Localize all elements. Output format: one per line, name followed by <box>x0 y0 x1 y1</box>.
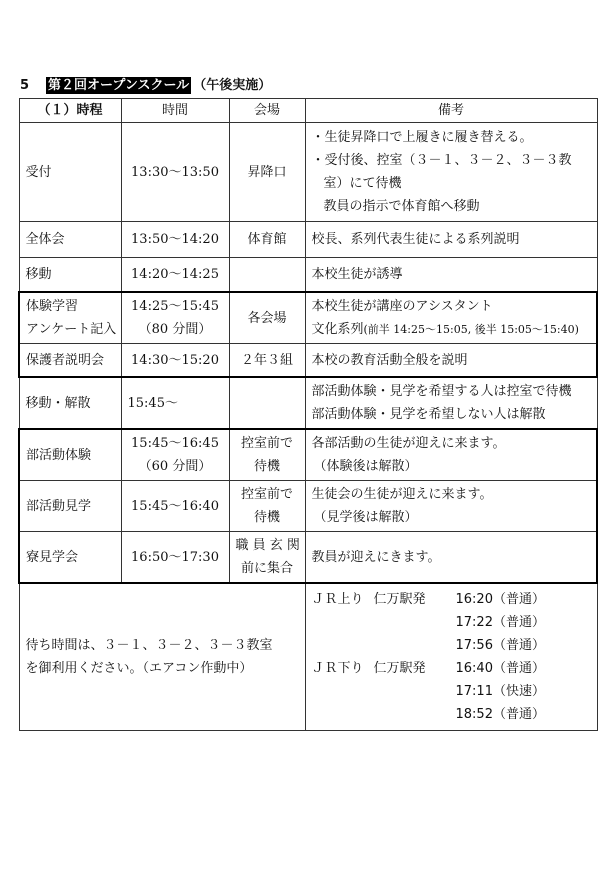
train-station: 仁万駅発 <box>373 592 426 607</box>
note-line <box>312 318 591 341</box>
row-time: 15:45〜 <box>121 377 229 429</box>
row-notes: 教員が迎えにきます。 <box>305 532 597 584</box>
row-time-line2: （60 分間） <box>138 459 212 474</box>
section-title <box>20 76 271 96</box>
train-time: 16:40（普通） <box>455 661 545 676</box>
row-time: 16:50〜17:30 <box>121 532 229 584</box>
row-name: 受付 <box>19 123 121 222</box>
row-notes <box>305 429 597 481</box>
note-small-text: (前半 14:25〜15:05, 後半 15:05〜15:40) <box>363 323 579 336</box>
row-notes <box>305 123 597 222</box>
row-name <box>19 292 121 344</box>
train-row <box>312 611 591 634</box>
row-venue-line1: 控室前で <box>240 487 293 502</box>
table-row <box>19 583 597 731</box>
row-venue: 体育館 <box>229 222 305 258</box>
row-venue <box>229 258 305 293</box>
waiting-line: を御利用ください。（エアコン作動中） <box>25 661 253 676</box>
note-line: 部活動体験・見学を希望する人は控室で待機 <box>311 384 572 399</box>
row-venue <box>229 532 305 584</box>
row-notes <box>305 481 597 532</box>
row-venue-line2: 待機 <box>253 510 280 525</box>
row-time <box>121 429 229 481</box>
train-time: 16:20（普通） <box>455 592 545 607</box>
note-line: 部活動体験・見学を希望しない人は解散 <box>311 407 546 422</box>
header-schedule: （１）時程 <box>19 99 121 123</box>
row-venue: 昇降口 <box>229 123 305 222</box>
row-time <box>121 292 229 344</box>
row-name: 部活動体験 <box>19 429 121 481</box>
note-line: 教員の指示で体育館へ移動 <box>323 199 480 214</box>
row-venue <box>229 429 305 481</box>
row-name-line2: アンケート記入 <box>26 322 117 337</box>
train-direction: ＪＲ下り <box>311 661 364 676</box>
train-time: 17:11（快速） <box>455 684 545 699</box>
row-venue: ２年３組 <box>229 344 305 378</box>
table-row <box>19 123 597 222</box>
row-name: 移動・解散 <box>19 377 121 429</box>
row-time-line1: 14:25〜15:45 <box>131 299 219 314</box>
row-venue-line2: 待機 <box>253 459 280 474</box>
table-row <box>19 292 597 344</box>
schedule-table <box>18 98 598 731</box>
train-row <box>312 680 591 703</box>
waiting-line: 待ち時間は、３－１、３－２、３－３教室 <box>25 638 273 653</box>
note-line: （見学後は解散） <box>313 510 418 525</box>
section-title-highlight: 第２回オープンスクール <box>48 78 190 93</box>
row-name-line1: 体験学習 <box>26 299 79 314</box>
note-text: 文化系列 <box>311 322 364 337</box>
row-name: 全体会 <box>19 222 121 258</box>
train-direction: ＪＲ上り <box>311 592 364 607</box>
table-header-row <box>19 99 597 123</box>
row-name: 部活動見学 <box>19 481 121 532</box>
note-line: 本校生徒が講座のアシスタント <box>311 299 493 314</box>
note-line: 各部活動の生徒が迎えに来ます。 <box>311 436 506 451</box>
row-time: 14:30〜15:20 <box>121 344 229 378</box>
table-row <box>19 377 597 429</box>
row-notes <box>305 292 597 344</box>
note-line: 生徒会の生徒が迎えに来ます。 <box>311 487 493 502</box>
train-row <box>312 703 591 726</box>
row-name: 移動 <box>19 258 121 293</box>
waiting-info <box>19 583 305 731</box>
note-line: （体験後は解散） <box>313 459 418 474</box>
note-line: ・受付後、控室（３－１、３－２、３－３教 <box>311 153 572 168</box>
row-time: 13:50〜14:20 <box>121 222 229 258</box>
header-notes: 備考 <box>305 99 597 123</box>
train-row <box>312 634 591 657</box>
train-row <box>312 588 591 611</box>
table-row <box>19 222 597 258</box>
table-row <box>19 344 597 378</box>
row-notes: 本校の教育活動全般を説明 <box>305 344 597 378</box>
train-schedule <box>305 583 597 731</box>
train-time: 17:22（普通） <box>455 615 545 630</box>
table-row <box>19 532 597 584</box>
note-line: ・生徒昇降口で上履きに履き替える。 <box>311 130 533 145</box>
row-time: 15:45〜16:40 <box>121 481 229 532</box>
table-row <box>19 429 597 481</box>
table-row <box>19 481 597 532</box>
row-time-line1: 15:45〜16:45 <box>131 436 219 451</box>
row-venue-line1: 職 員 玄 関 <box>235 538 300 553</box>
row-time: 13:30〜13:50 <box>121 123 229 222</box>
section-title-rest: （午後実施） <box>193 78 272 93</box>
row-notes <box>305 377 597 429</box>
train-time: 18:52（普通） <box>455 707 545 722</box>
row-notes: 校長、系列代表生徒による系列説明 <box>305 222 597 258</box>
section-number: 5 <box>20 78 30 93</box>
train-time: 17:56（普通） <box>455 638 545 653</box>
header-venue: 会場 <box>229 99 305 123</box>
row-name: 寮見学会 <box>19 532 121 584</box>
header-time: 時間 <box>121 99 229 123</box>
row-venue-line1: 控室前で <box>240 436 293 451</box>
row-time-line2: （80 分間） <box>138 322 212 337</box>
row-venue <box>229 377 305 429</box>
train-row <box>312 657 591 680</box>
row-time: 14:20〜14:25 <box>121 258 229 293</box>
train-station: 仁万駅発 <box>373 661 426 676</box>
note-line: 室）にて待機 <box>323 176 402 191</box>
row-venue: 各会場 <box>229 292 305 344</box>
row-venue <box>229 481 305 532</box>
row-notes: 本校生徒が誘導 <box>305 258 597 293</box>
row-venue-line2: 前に集合 <box>240 561 293 576</box>
table-row <box>19 258 597 293</box>
row-name: 保護者説明会 <box>19 344 121 378</box>
